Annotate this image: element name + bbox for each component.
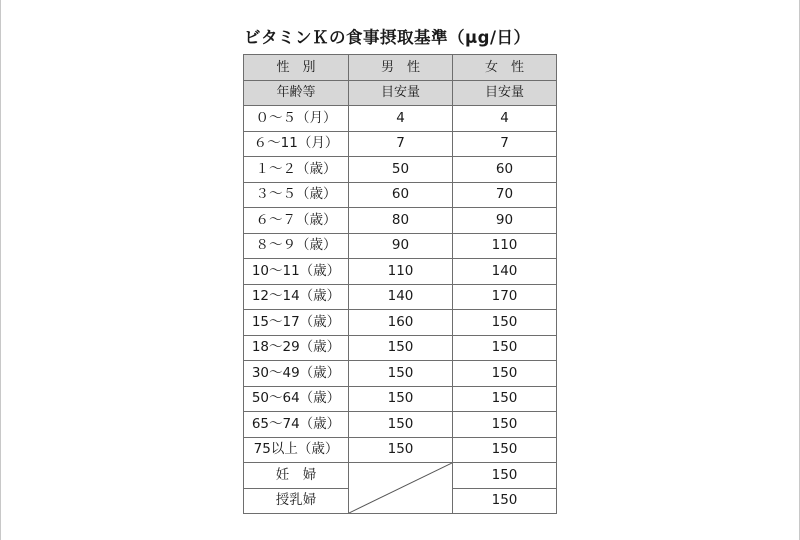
table-row — [244, 310, 557, 336]
male-value-cell: 150 — [349, 386, 453, 412]
female-value-cell: 7 — [453, 131, 557, 157]
header-row — [244, 55, 557, 81]
table-row — [244, 106, 557, 132]
female-value-cell: 140 — [453, 259, 557, 285]
category-cell: 授乳婦 — [244, 488, 349, 514]
table-row — [244, 361, 557, 387]
male-value-cell: 150 — [349, 335, 453, 361]
male-value-cell: 160 — [349, 310, 453, 336]
female-value-cell: 150 — [453, 386, 557, 412]
subheader-male-ai: 目安量 — [349, 80, 453, 106]
page-border-left — [0, 0, 1, 540]
male-value-cell: 4 — [349, 106, 453, 132]
age-cell: 50～64（歳） — [244, 386, 349, 412]
male-value-cell: 150 — [349, 412, 453, 438]
female-value-cell: 170 — [453, 284, 557, 310]
male-value-cell: 150 — [349, 361, 453, 387]
header-male: 男 性 — [349, 55, 453, 81]
male-value-cell: 90 — [349, 233, 453, 259]
subheader-age-label: 年齢等 — [244, 80, 349, 106]
age-cell: 12～14（歳） — [244, 284, 349, 310]
male-value-cell: 60 — [349, 182, 453, 208]
subheader-row — [244, 80, 557, 106]
category-cell: 妊 婦 — [244, 463, 349, 489]
table-row — [244, 284, 557, 310]
subheader-female-ai: 目安量 — [453, 80, 557, 106]
vitamin-k-intake-table — [243, 54, 557, 514]
female-value-cell: 70 — [453, 182, 557, 208]
table-row — [244, 208, 557, 234]
female-value-cell: 60 — [453, 157, 557, 183]
age-cell: 10～11（歳） — [244, 259, 349, 285]
table-row — [244, 259, 557, 285]
male-value-cell: 150 — [349, 437, 453, 463]
not-applicable-cell — [349, 463, 453, 514]
age-cell: 18～29（歳） — [244, 335, 349, 361]
female-value-cell: 4 — [453, 106, 557, 132]
age-cell: 65～74（歳） — [244, 412, 349, 438]
female-value-cell: 150 — [453, 437, 557, 463]
male-value-cell: 7 — [349, 131, 453, 157]
table-row — [244, 131, 557, 157]
table-row — [244, 437, 557, 463]
age-cell: ３～５（歳） — [244, 182, 349, 208]
male-value-cell: 50 — [349, 157, 453, 183]
table-body — [244, 55, 557, 514]
age-cell: 15～17（歳） — [244, 310, 349, 336]
female-value-cell: 150 — [453, 412, 557, 438]
age-cell: ８～９（歳） — [244, 233, 349, 259]
diagonal-slash-icon — [349, 463, 452, 513]
table-row — [244, 182, 557, 208]
table-row — [244, 335, 557, 361]
age-cell: ０～５（月） — [244, 106, 349, 132]
table-row-special — [244, 463, 557, 489]
table-title: ビタミンＫの食事摂取基準（μg/日） — [244, 28, 531, 47]
table-row — [244, 233, 557, 259]
age-cell: ６～11（月） — [244, 131, 349, 157]
male-value-cell: 80 — [349, 208, 453, 234]
age-cell: １～２（歳） — [244, 157, 349, 183]
age-cell: 75以上（歳） — [244, 437, 349, 463]
header-sex-label: 性 別 — [244, 55, 349, 81]
male-value-cell: 140 — [349, 284, 453, 310]
female-value-cell: 90 — [453, 208, 557, 234]
female-value-cell: 150 — [453, 310, 557, 336]
table-row — [244, 386, 557, 412]
male-value-cell: 110 — [349, 259, 453, 285]
age-cell: ６～７（歳） — [244, 208, 349, 234]
age-cell: 30～49（歳） — [244, 361, 349, 387]
table-row — [244, 412, 557, 438]
female-value-cell: 150 — [453, 463, 557, 489]
female-value-cell: 110 — [453, 233, 557, 259]
female-value-cell: 150 — [453, 361, 557, 387]
female-value-cell: 150 — [453, 488, 557, 514]
table-row — [244, 157, 557, 183]
header-female: 女 性 — [453, 55, 557, 81]
female-value-cell: 150 — [453, 335, 557, 361]
